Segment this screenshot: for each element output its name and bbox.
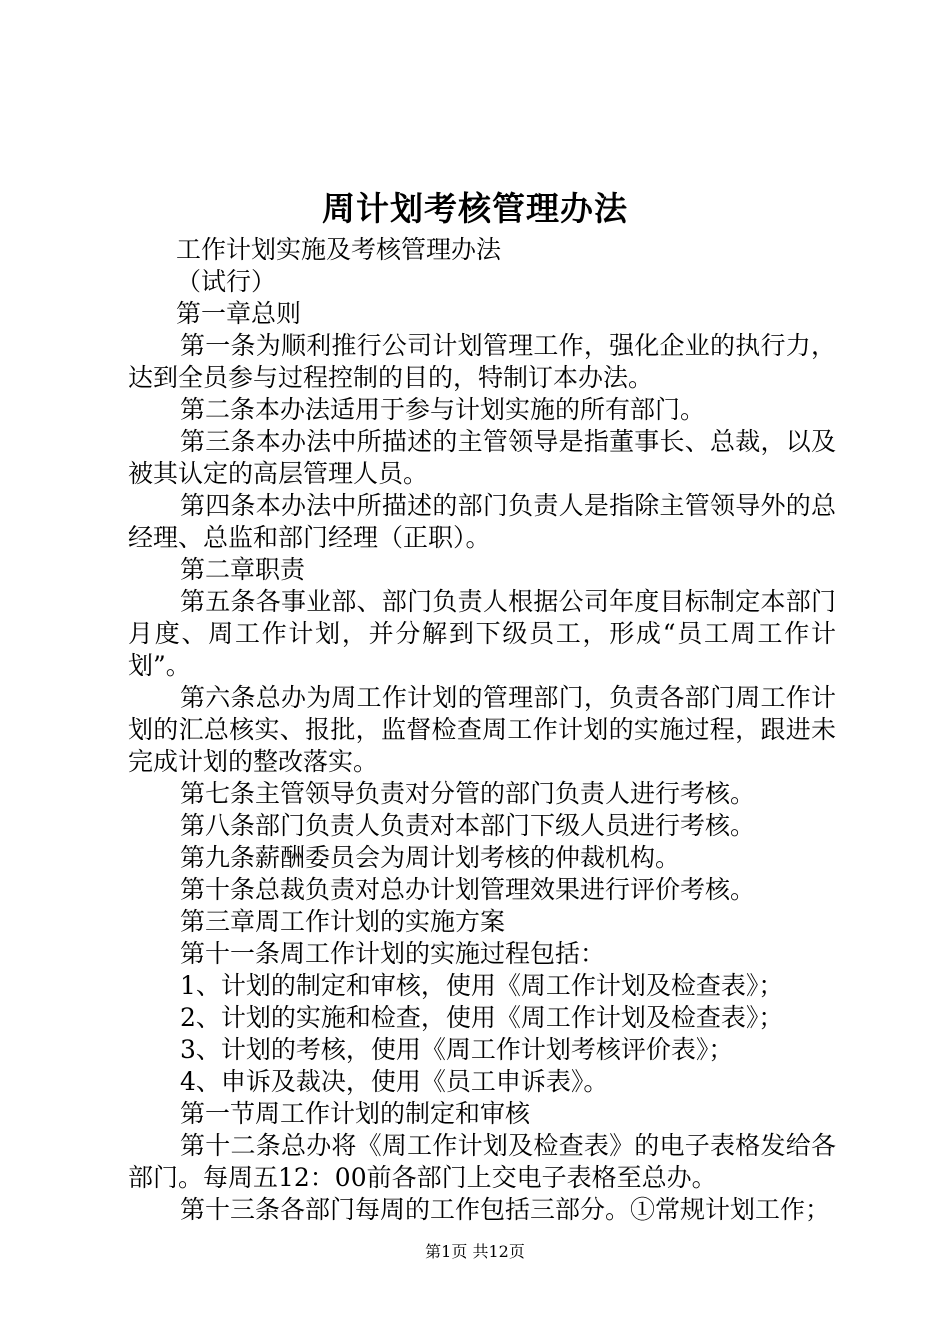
paragraph: 第三条本办法中所描述的主管领导是指董事长、总裁，以及被其认定的高层管理人员。 [128, 427, 836, 488]
paragraph: 第一章总则 [176, 299, 302, 328]
paragraph: 第五条各事业部、部门负责人根据公司年度目标制定本部门月度、周工作计划，并分解到下级员工，形成“员工周工作计划”。 [128, 587, 836, 680]
paragraph: 第三章周工作计划的实施方案 [180, 907, 506, 936]
paragraph: 第二条本办法适用于参与计划实施的所有部门。 [180, 395, 706, 424]
paragraph: 第一条为顺利推行公司计划管理工作，强化企业的执行力，达到全员参与过程控制的目的，特制订本办法。 [128, 331, 836, 392]
paragraph: 第九条薪酬委员会为周计划考核的仲裁机构。 [180, 843, 681, 872]
paragraph: 第四条本办法中所描述的部门负责人是指除主管领导外的总经理、总监和部门经理（正职）。 [128, 491, 836, 552]
paragraph: 1、计划的制定和审核，使用《周工作计划及检查表》； [180, 971, 784, 1000]
page-footer [0, 1240, 950, 1264]
paragraph: 第十条总裁负责对总办计划管理效果进行评价考核。 [180, 875, 756, 904]
paragraph: 工作计划实施及考核管理办法 [176, 235, 502, 264]
paragraph: 第一节周工作计划的制定和审核 [180, 1099, 531, 1128]
page-number: 第1页 [425, 1242, 468, 1261]
paragraph: 2、计划的实施和检查，使用《周工作计划及检查表》； [180, 1003, 784, 1032]
paragraph: （试行） [176, 267, 277, 296]
paragraph: 第十一条周工作计划的实施过程包括： [180, 939, 606, 968]
page-total: 共12页 [472, 1242, 525, 1261]
paragraph: 4、申诉及裁决，使用《员工申诉表》。 [180, 1067, 609, 1096]
document-title: 周计划考核管理办法 [322, 189, 628, 228]
paragraph: 3、计划的考核，使用《周工作计划考核评价表》； [180, 1035, 734, 1064]
paragraph: 第八条部门负责人负责对本部门下级人员进行考核。 [180, 811, 756, 840]
document-body [128, 234, 836, 1226]
paragraph: 第十二条总办将《周工作计划及检查表》的电子表格发给各部门。每周五12：00前各部门上交电子表格至总办。 [128, 1131, 836, 1192]
paragraph: 第七条主管领导负责对分管的部门负责人进行考核。 [180, 779, 756, 808]
paragraph: 第二章职责 [180, 555, 306, 584]
paragraph: 第六条总办为周工作计划的管理部门，负责各部门周工作计划的汇总核实、报批，监督检查周工作计划的实施过程，跟进未完成计划的整改落实。 [128, 683, 836, 776]
paragraph: 第十三条各部门每周的工作包括三部分。①常规计划工作； [180, 1195, 831, 1224]
